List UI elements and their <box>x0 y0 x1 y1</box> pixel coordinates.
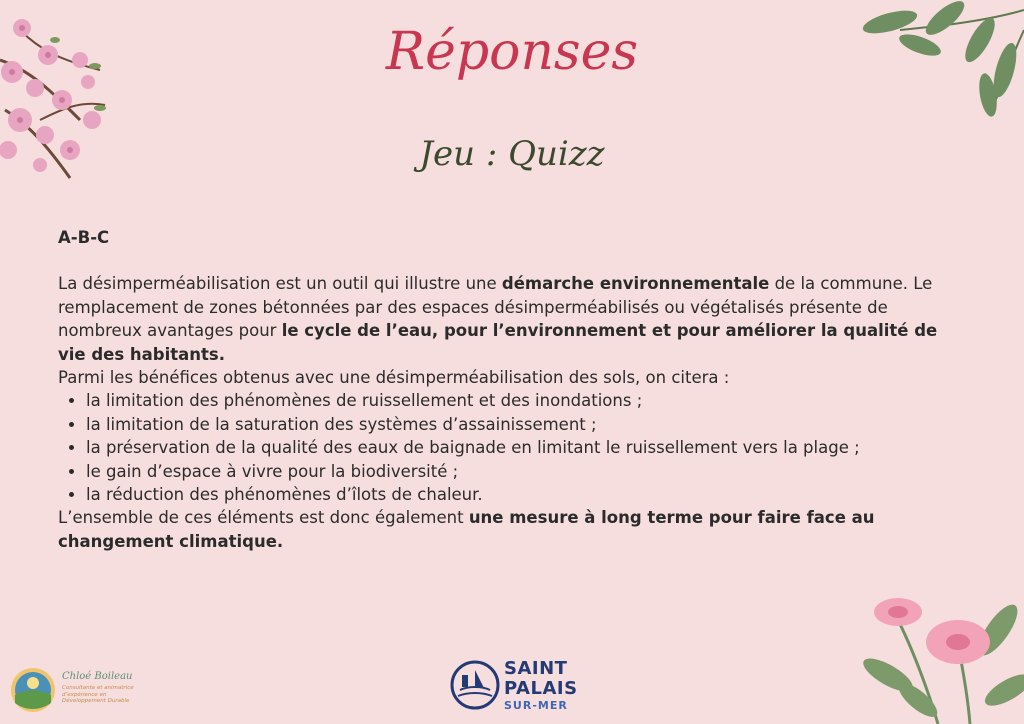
answer-content <box>58 226 968 553</box>
conclusion-text: L’ensemble de ces éléments est donc également <box>58 508 469 528</box>
explanation-paragraph <box>58 272 968 366</box>
paragraph1-bold-1: démarche environnementale <box>501 274 770 294</box>
conclusion-paragraph <box>58 506 968 553</box>
consultant-tagline: Consultante et animatrice d’expérience en Développement Durable <box>62 685 134 705</box>
saint-palais-wordmark <box>504 660 578 711</box>
benefit-item: • la limitation des phénomènes de ruissellement et des inondations ; <box>86 389 968 412</box>
benefit-item: • la réduction des phénomènes d’îlots de chaleur. <box>86 483 968 506</box>
pink-flowers-icon <box>858 590 1024 724</box>
paragraph1-text-1: La désimperméabilisation est un outil qui illustre une <box>58 274 502 294</box>
answer-label: A-B-C <box>58 228 110 247</box>
benefit-item: • la préservation de la qualité des eaux de baignade en limitant le ruissellement vers la plage ; <box>86 436 968 459</box>
city-line-2: PALAIS <box>504 678 578 699</box>
page-title: Réponses <box>385 22 639 82</box>
consultant-name: Chloé Boileau <box>62 671 133 682</box>
page-subtitle: Jeu : Quizz <box>419 134 605 174</box>
benefits-list <box>58 389 968 506</box>
benefits-intro: Parmi les bénéfices obtenus avec une désimperméabilisation des sols, on citera : <box>58 368 730 388</box>
city-line-3: SUR-MER <box>504 699 568 712</box>
chloe-boileau-logo-icon <box>10 667 56 713</box>
conclusion-bold: une mesure à long terme pour faire face au changement climatique. <box>58 508 875 551</box>
benefit-item: • le gain d’espace à vivre pour la biodiversité ; <box>86 460 968 483</box>
city-line-1: SAINT <box>504 658 568 679</box>
saint-palais-logo-icon <box>450 660 500 710</box>
paragraph1-bold-2: le cycle de l’eau, pour l’environnement et pour améliorer la qualité de vie des habitants. <box>58 321 938 364</box>
paragraph1-text-2: de la commune. Le remplacement de zones bétonnées par des espaces désimperméabilisés ou végétalisés présente de nombreux avantages pour <box>58 274 933 341</box>
benefit-item: • la limitation de la saturation des systèmes d’assainissement ; <box>86 413 968 436</box>
